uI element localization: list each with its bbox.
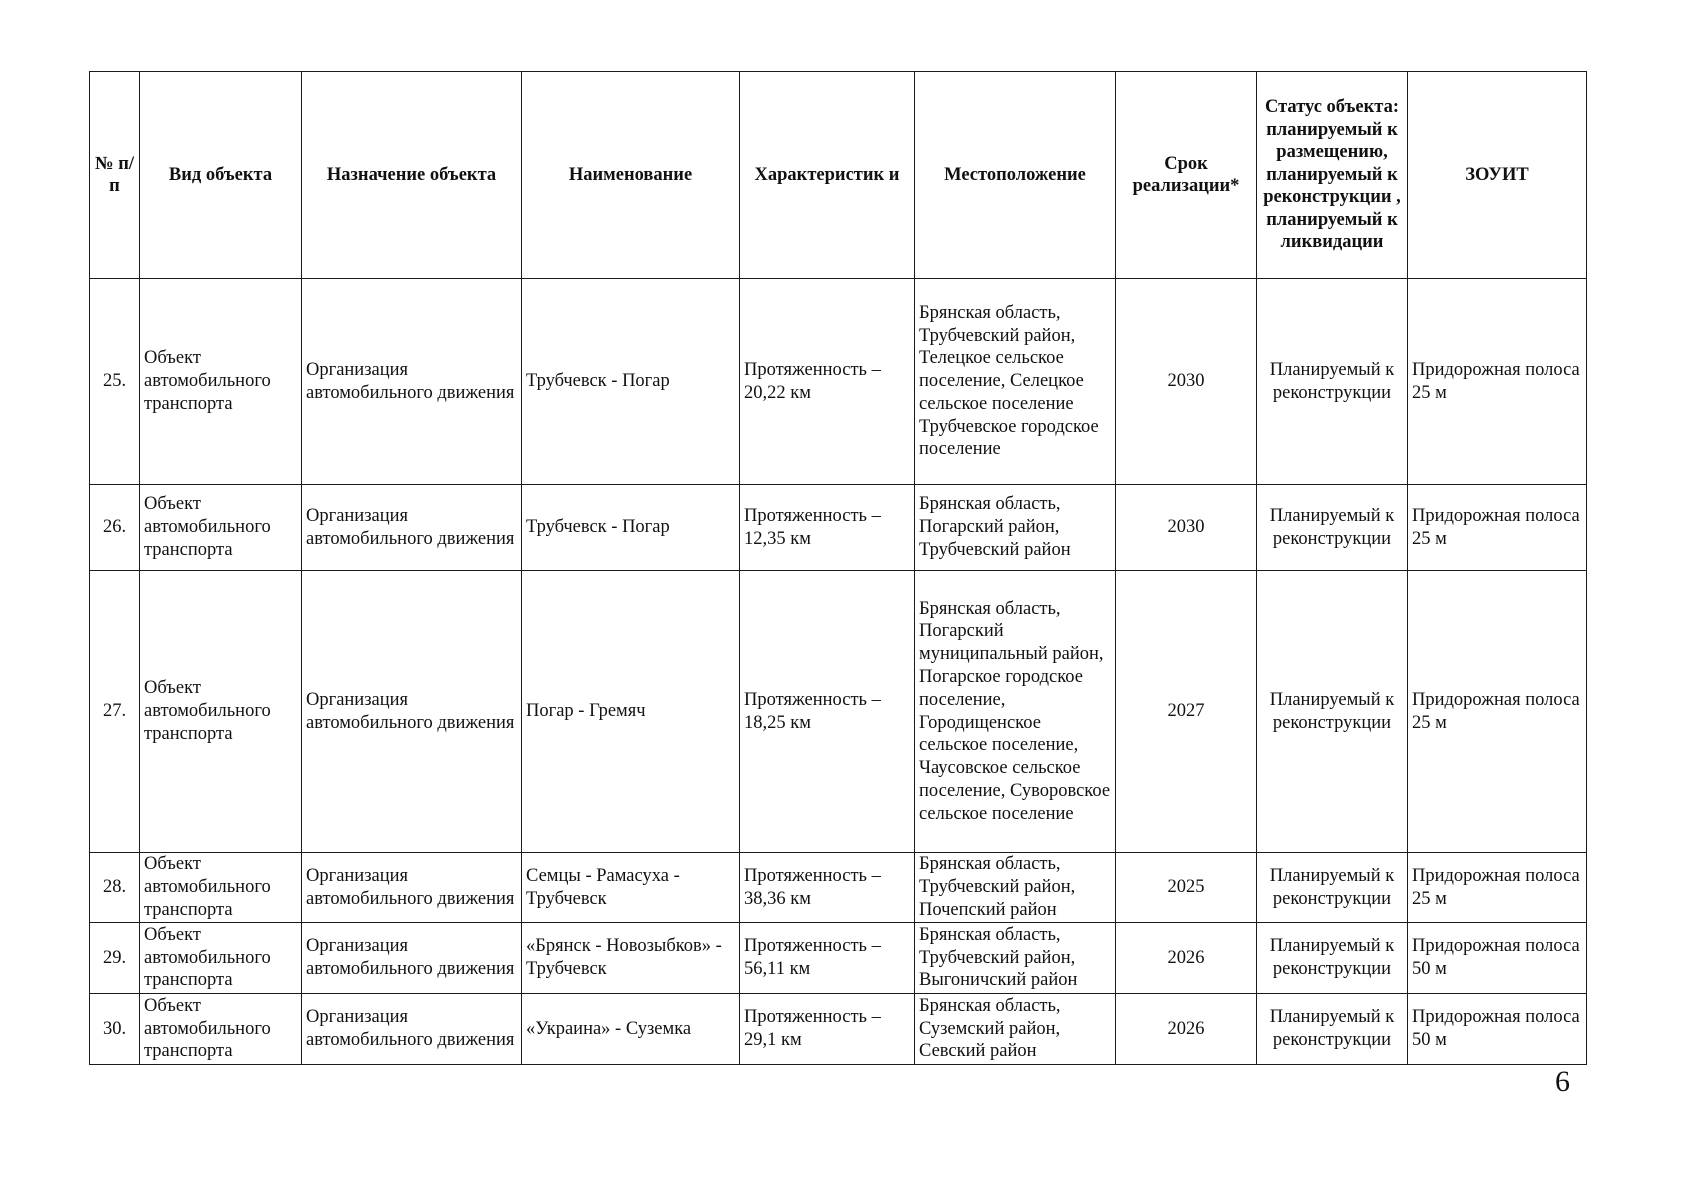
cell-zouit: Придорожная полоса 25 м — [1408, 853, 1587, 923]
cell-characteristics: Протяженность – 56,11 км — [740, 923, 915, 994]
cell-zouit: Придорожная полоса 25 м — [1408, 485, 1587, 571]
cell-characteristics: Протяженность – 38,36 км — [740, 853, 915, 923]
cell-num: 25. — [90, 279, 140, 485]
table-row — [90, 923, 1587, 994]
cell-characteristics: Протяженность – 12,35 км — [740, 485, 915, 571]
cell-num: 26. — [90, 485, 140, 571]
cell-type: Объект автомобильного транспорта — [140, 571, 302, 853]
header-location: Местоположение — [915, 72, 1116, 279]
cell-num: 28. — [90, 853, 140, 923]
cell-num: 29. — [90, 923, 140, 994]
cell-type: Объект автомобильного транспорта — [140, 279, 302, 485]
cell-purpose: Организация автомобильного движения — [302, 571, 522, 853]
cell-status: Планируемый к реконструкции — [1257, 923, 1408, 994]
cell-term: 2030 — [1116, 485, 1257, 571]
cell-num: 30. — [90, 994, 140, 1065]
header-zouit: ЗОУИТ — [1408, 72, 1587, 279]
cell-zouit: Придорожная полоса 50 м — [1408, 994, 1587, 1065]
cell-name: «Брянск - Новозыбков» - Трубчевск — [522, 923, 740, 994]
cell-purpose: Организация автомобильного движения — [302, 485, 522, 571]
cell-name: Погар - Гремяч — [522, 571, 740, 853]
cell-name: «Украина» - Суземка — [522, 994, 740, 1065]
cell-term: 2027 — [1116, 571, 1257, 853]
table-row — [90, 994, 1587, 1065]
cell-purpose: Организация автомобильного движения — [302, 279, 522, 485]
header-status: Статус объекта: планируемый к размещению, планируемый к реконструкции , планируемый к ликвидации — [1257, 72, 1408, 279]
header-characteristics: Характеристик и — [740, 72, 915, 279]
cell-term: 2025 — [1116, 853, 1257, 923]
cell-term: 2026 — [1116, 994, 1257, 1065]
cell-purpose: Организация автомобильного движения — [302, 994, 522, 1065]
cell-status: Планируемый к реконструкции — [1257, 279, 1408, 485]
table-row — [90, 571, 1587, 853]
cell-type: Объект автомобильного транспорта — [140, 485, 302, 571]
cell-zouit: Придорожная полоса 25 м — [1408, 279, 1587, 485]
cell-location: Брянская область, Суземский район, Севский район — [915, 994, 1116, 1065]
header-num: № п/п — [90, 72, 140, 279]
cell-location: Брянская область, Трубчевский район, Почепский район — [915, 853, 1116, 923]
cell-characteristics: Протяженность – 18,25 км — [740, 571, 915, 853]
cell-name: Семцы - Рамасуха - Трубчевск — [522, 853, 740, 923]
cell-purpose: Организация автомобильного движения — [302, 923, 522, 994]
header-term: Срок реализации* — [1116, 72, 1257, 279]
cell-type: Объект автомобильного транспорта — [140, 853, 302, 923]
header-row — [90, 72, 1587, 279]
page-number: 6 — [1555, 1065, 1570, 1098]
cell-term: 2026 — [1116, 923, 1257, 994]
cell-characteristics: Протяженность – 29,1 км — [740, 994, 915, 1065]
cell-term: 2030 — [1116, 279, 1257, 485]
cell-characteristics: Протяженность – 20,22 км — [740, 279, 915, 485]
cell-name: Трубчевск - Погар — [522, 279, 740, 485]
cell-num: 27. — [90, 571, 140, 853]
header-purpose: Назначение объекта — [302, 72, 522, 279]
cell-status: Планируемый к реконструкции — [1257, 994, 1408, 1065]
cell-name: Трубчевск - Погар — [522, 485, 740, 571]
cell-status: Планируемый к реконструкции — [1257, 571, 1408, 853]
objects-table — [89, 71, 1587, 1065]
table-row — [90, 485, 1587, 571]
cell-location: Брянская область, Погарский муниципальный район, Погарское городское поселение, Городищенское сельское поселение, Чаусовское сельское поселение, Суворовское сельское поселение — [915, 571, 1116, 853]
cell-type: Объект автомобильного транспорта — [140, 923, 302, 994]
cell-location: Брянская область, Трубчевский район, Телецкое сельское поселение, Селецкое сельское поселение Трубчевское городское поселение — [915, 279, 1116, 485]
cell-zouit: Придорожная полоса 50 м — [1408, 923, 1587, 994]
cell-purpose: Организация автомобильного движения — [302, 853, 522, 923]
cell-location: Брянская область, Трубчевский район, Выгоничский район — [915, 923, 1116, 994]
table-row — [90, 279, 1587, 485]
table-row — [90, 853, 1587, 923]
cell-zouit: Придорожная полоса 25 м — [1408, 571, 1587, 853]
cell-status: Планируемый к реконструкции — [1257, 485, 1408, 571]
cell-type: Объект автомобильного транспорта — [140, 994, 302, 1065]
cell-status: Планируемый к реконструкции — [1257, 853, 1408, 923]
header-type: Вид объекта — [140, 72, 302, 279]
header-name: Наименование — [522, 72, 740, 279]
cell-location: Брянская область, Погарский район, Трубчевский район — [915, 485, 1116, 571]
